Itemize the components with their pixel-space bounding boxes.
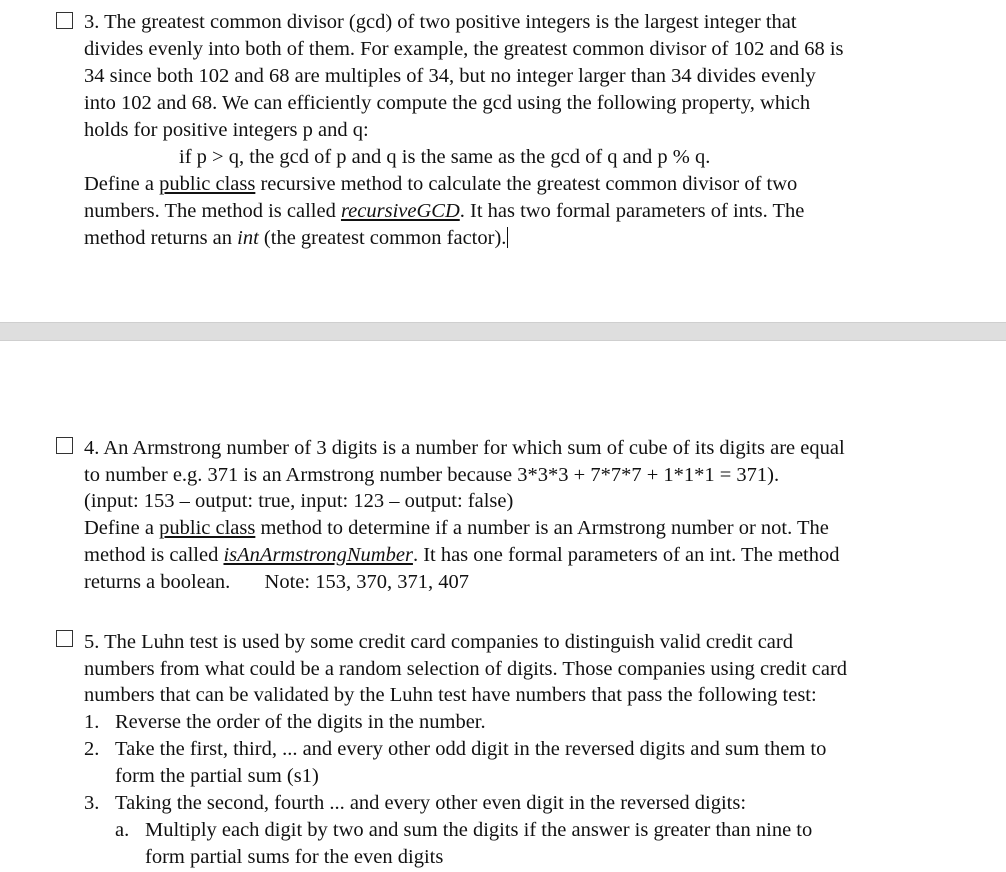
q3-line-1: 3. The greatest common divisor (gcd) of two positive integers is the largest integer that — [84, 11, 797, 33]
q4-line-2: to number e.g. 371 is an Armstrong number because 3*3*3 + 7*7*7 + 1*1*1 = 371). — [84, 464, 780, 486]
q3-method-prefix: numbers. The method is called — [84, 200, 336, 222]
q5-substep-a-text: Multiply each digit by two and sum the digits if the answer is greater than nine to — [145, 819, 813, 841]
q3-line-3: 34 since both 102 and 68 are multiples of 34, but no integer larger than 34 divides evenly — [84, 65, 816, 87]
q5-step-2-continuation: form the partial sum (s1) — [115, 765, 319, 787]
q3-property: if p > q, the gcd of p and q is the same as the gcd of q and p % q. — [179, 146, 711, 168]
q4-returns-line — [84, 569, 469, 596]
q4-line-3: (input: 153 – output: true, input: 123 – output: false) — [84, 490, 514, 512]
q3-returns-line — [84, 225, 508, 252]
q3-public-class: public class — [159, 173, 256, 195]
q4-method-name: isAnArmstrongNumber — [223, 544, 413, 566]
q5-step-3-number: 3. — [84, 792, 100, 814]
q5-line-1: 5. The Luhn test is used by some credit card companies to distinguish valid credit card — [84, 631, 793, 653]
question-5-checkbox[interactable] — [56, 630, 73, 647]
q3-returns-type: int — [237, 227, 259, 249]
question-3-checkbox[interactable] — [56, 12, 73, 29]
q3-returns-suffix: (the greatest common factor). — [263, 227, 507, 249]
q4-line-1: 4. An Armstrong number of 3 digits is a number for which sum of cube of its digits are equal — [84, 437, 845, 459]
q5-step-1-text: Reverse the order of the digits in the number. — [115, 711, 486, 733]
q5-step-2 — [84, 736, 826, 763]
q4-define-suffix: method to determine if a number is an Armstrong number or not. The — [260, 517, 829, 539]
question-4-checkbox[interactable] — [56, 437, 73, 454]
q3-line-2: divides evenly into both of them. For example, the greatest common divisor of 102 and 68 is — [84, 38, 844, 60]
q5-step-2-text: Take the first, third, ... and every other odd digit in the reversed digits and sum them to — [115, 738, 827, 760]
q3-method-name: recursiveGCD — [340, 200, 460, 222]
q4-method-suffix: . It has one formal parameters of an int. The method — [412, 544, 840, 566]
q4-method-line — [84, 542, 840, 569]
q5-substep-a — [115, 817, 812, 844]
q5-step-2-number: 2. — [84, 738, 100, 760]
q3-method-suffix: . It has two formal parameters of ints. The — [459, 200, 805, 222]
q5-substep-a-letter: a. — [115, 819, 130, 841]
text-cursor — [507, 227, 508, 248]
q5-step-3 — [84, 790, 746, 817]
q5-substep-a-continuation: form partial sums for the even digits — [145, 846, 444, 868]
q4-define-prefix: Define a — [84, 517, 154, 539]
q4-returns: returns a boolean. — [84, 571, 231, 593]
q3-returns-prefix: method returns an — [84, 227, 233, 249]
q5-line-3: numbers that can be validated by the Luhn test have numbers that pass the following test: — [84, 684, 817, 706]
q5-step-1-number: 1. — [84, 711, 100, 733]
q4-define-line — [84, 515, 829, 542]
document-page-2 — [0, 341, 1006, 872]
q4-public-class: public class — [159, 517, 256, 539]
q5-step-3-text: Taking the second, fourth ... and every other even digit in the reversed digits: — [115, 792, 747, 814]
q3-line-4: into 102 and 68. We can efficiently compute the gcd using the following property, which — [84, 92, 811, 114]
q3-define-prefix: Define a — [84, 173, 154, 195]
document-page-1 — [0, 0, 1006, 322]
q3-line-5: holds for positive integers p and q: — [84, 119, 369, 141]
page-break-gap — [0, 322, 1006, 341]
q5-step-1 — [84, 709, 486, 736]
q3-define-line — [84, 171, 797, 198]
q5-line-2: numbers from what could be a random selection of digits. Those companies using credit card — [84, 658, 848, 680]
q4-method-prefix: method is called — [84, 544, 219, 566]
q4-note: Note: 153, 370, 371, 407 — [264, 571, 469, 593]
q3-define-suffix: recursive method to calculate the greatest common divisor of two — [260, 173, 798, 195]
q3-method-line — [84, 198, 804, 225]
